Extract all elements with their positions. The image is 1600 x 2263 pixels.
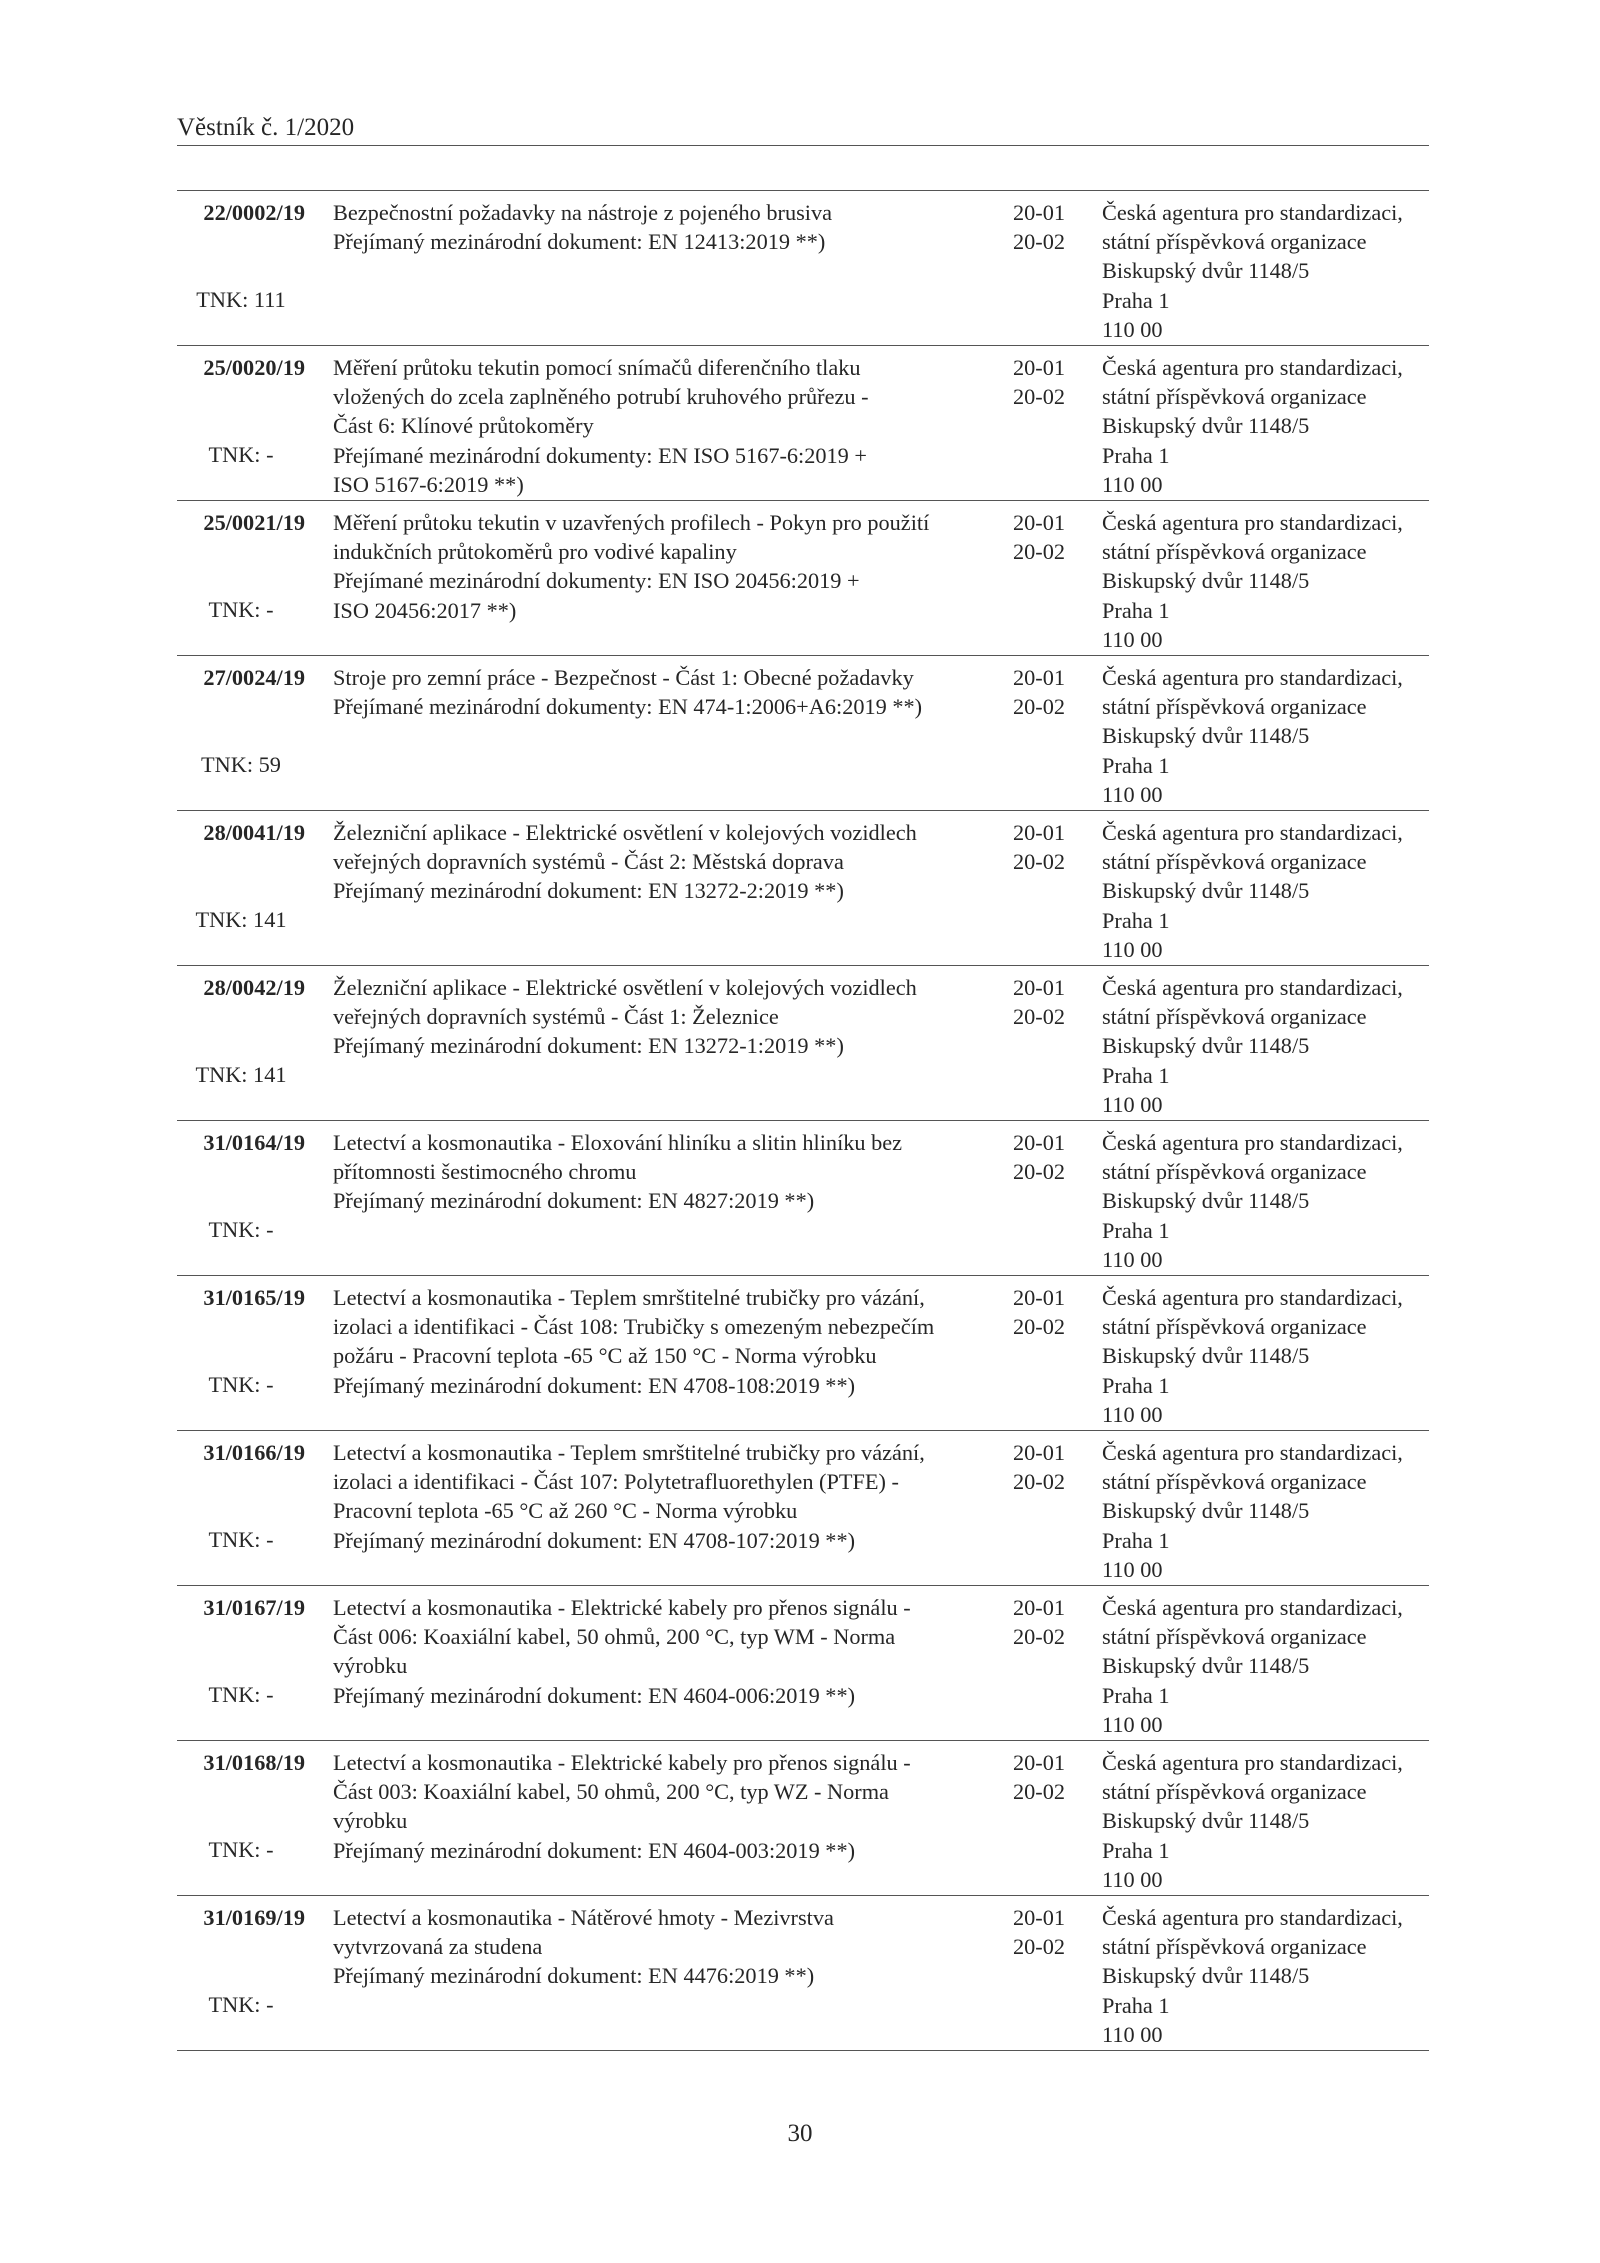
classification-codes: 20-01 20-02: [1013, 355, 1066, 410]
table-row: [177, 191, 1429, 346]
standard-title: Letectví a kosmonautika - Nátěrové hmoty - Mezivrstva vytvrzovaná za studena Přejímaný mezinárodní dokument: EN 4476:2019 **): [333, 1905, 834, 1989]
classification-codes: 20-01 20-02: [1013, 510, 1066, 565]
organization-address: Česká agentura pro standardizaci, státní příspěvková organizace Biskupský dvůr 1148/5 Praha 1 110 00: [1102, 200, 1403, 342]
standard-id: 27/0024/19: [203, 665, 305, 690]
standard-title: Měření průtoku tekutin v uzavřených profilech - Pokyn pro použití indukčních průtokoměrů pro vodivé kapaliny Přejímané mezinárodní dokumenty: EN ISO 20456:2019 + ISO 20456:2017 **): [333, 510, 930, 623]
standard-id: 28/0041/19: [203, 820, 305, 845]
organization-address: Česká agentura pro standardizaci, státní příspěvková organizace Biskupský dvůr 1148/5 Praha 1 110 00: [1102, 820, 1403, 962]
table-row: [177, 1896, 1429, 2051]
classification-codes: 20-01 20-02: [1013, 1905, 1066, 1960]
tnk-label: TNK: -: [208, 1527, 274, 1552]
classification-codes: 20-01 20-02: [1013, 1595, 1066, 1650]
standard-id: 28/0042/19: [203, 975, 305, 1000]
standard-id: 31/0168/19: [203, 1750, 305, 1775]
tnk-label: TNK: 141: [195, 907, 287, 932]
classification-codes: 20-01 20-02: [1013, 1440, 1066, 1495]
page-number: 30: [787, 2120, 813, 2147]
standard-id: 31/0164/19: [203, 1130, 305, 1155]
tnk-label: TNK: -: [208, 1992, 274, 2017]
page-header-title: Věstník č. 1/2020: [177, 114, 355, 141]
table-row: [177, 346, 1429, 501]
standard-title: Letectví a kosmonautika - Teplem smrštitelné trubičky pro vázání, izolaci a identifikaci - Část 108: Trubičky s omezeným nebezpečím požáru - Pracovní teplota -65 °C až 150 °C - Norma výrobku Přejímaný mezinárodní dokument: EN 4708-108:2019 **): [333, 1285, 935, 1398]
table-row: [177, 811, 1429, 966]
table-row: [177, 1431, 1429, 1586]
tnk-label: TNK: -: [208, 1372, 274, 1397]
header-divider: [177, 145, 1429, 146]
standard-title: Bezpečnostní požadavky na nástroje z pojeného brusiva Přejímaný mezinárodní dokument: EN 12413:2019 **): [333, 200, 833, 255]
classification-codes: 20-01 20-02: [1013, 820, 1066, 875]
classification-codes: 20-01 20-02: [1013, 1130, 1066, 1185]
classification-codes: 20-01 20-02: [1013, 665, 1066, 720]
classification-codes: 20-01 20-02: [1013, 200, 1066, 255]
standard-id: 31/0166/19: [203, 1440, 305, 1465]
standard-title: Železniční aplikace - Elektrické osvětlení v kolejových vozidlech veřejných dopravních systémů - Část 2: Městská doprava Přejímaný mezinárodní dokument: EN 13272-2:2019 **): [333, 820, 917, 904]
standard-id: 22/0002/19: [203, 200, 305, 225]
organization-address: Česká agentura pro standardizaci, státní příspěvková organizace Biskupský dvůr 1148/5 Praha 1 110 00: [1102, 510, 1403, 652]
standard-id: 31/0169/19: [203, 1905, 305, 1930]
tnk-label: TNK: -: [208, 442, 274, 467]
standard-title: Měření průtoku tekutin pomocí snímačů diferenčního tlaku vložených do zcela zaplněného potrubí kruhového průřezu - Část 6: Klínové průtokoměry Přejímané mezinárodní dokumenty: EN ISO 5167-6:2019 + ISO 5167-6:2019 **): [333, 355, 869, 497]
tnk-label: TNK: -: [208, 1217, 274, 1242]
organization-address: Česká agentura pro standardizaci, státní příspěvková organizace Biskupský dvůr 1148/5 Praha 1 110 00: [1102, 355, 1403, 497]
organization-address: Česká agentura pro standardizaci, státní příspěvková organizace Biskupský dvůr 1148/5 Praha 1 110 00: [1102, 1595, 1403, 1737]
standard-title: Stroje pro zemní práce - Bezpečnost - Část 1: Obecné požadavky Přejímané mezinárodní dokumenty: EN 474-1:2006+A6:2019 **): [333, 665, 923, 720]
tnk-label: TNK: 141: [195, 1062, 287, 1087]
standard-title: Letectví a kosmonautika - Eloxování hliníku a slitin hliníku bez přítomnosti šestimocného chromu Přejímaný mezinárodní dokument: EN 4827:2019 **): [333, 1130, 903, 1214]
tnk-label: TNK: 111: [196, 287, 286, 312]
table-row: [177, 1586, 1429, 1741]
tnk-label: TNK: -: [208, 1682, 274, 1707]
organization-address: Česká agentura pro standardizaci, státní příspěvková organizace Biskupský dvůr 1148/5 Praha 1 110 00: [1102, 1750, 1403, 1892]
table-row: [177, 1741, 1429, 1896]
classification-codes: 20-01 20-02: [1013, 975, 1066, 1030]
standard-title: Letectví a kosmonautika - Elektrické kabely pro přenos signálu - Část 006: Koaxiální kabel, 50 ohmů, 200 °C, typ WM - Norma výrobku Přejímaný mezinárodní dokument: EN 4604-006:2019 **): [333, 1595, 911, 1708]
table-row: [177, 501, 1429, 656]
organization-address: Česká agentura pro standardizaci, státní příspěvková organizace Biskupský dvůr 1148/5 Praha 1 110 00: [1102, 975, 1403, 1117]
standard-title: Železniční aplikace - Elektrické osvětlení v kolejových vozidlech veřejných dopravních systémů - Část 1: Železnice Přejímaný mezinárodní dokument: EN 13272-1:2019 **): [333, 975, 917, 1059]
organization-address: Česká agentura pro standardizaci, státní příspěvková organizace Biskupský dvůr 1148/5 Praha 1 110 00: [1102, 1905, 1403, 2047]
tnk-label: TNK: 59: [201, 752, 281, 777]
tnk-label: TNK: -: [208, 1837, 274, 1862]
standard-id: 31/0167/19: [203, 1595, 305, 1620]
table-row: [177, 1276, 1429, 1431]
table-row: [177, 966, 1429, 1121]
organization-address: Česká agentura pro standardizaci, státní příspěvková organizace Biskupský dvůr 1148/5 Praha 1 110 00: [1102, 665, 1403, 807]
standards-table: [177, 190, 1429, 2051]
tnk-label: TNK: -: [208, 597, 274, 622]
organization-address: Česká agentura pro standardizaci, státní příspěvková organizace Biskupský dvůr 1148/5 Praha 1 110 00: [1102, 1130, 1403, 1272]
standard-id: 31/0165/19: [203, 1285, 305, 1310]
standard-id: 25/0020/19: [203, 355, 305, 380]
standard-title: Letectví a kosmonautika - Elektrické kabely pro přenos signálu - Část 003: Koaxiální kabel, 50 ohmů, 200 °C, typ WZ - Norma výrobku Přejímaný mezinárodní dokument: EN 4604-003:2019 **): [333, 1750, 911, 1863]
classification-codes: 20-01 20-02: [1013, 1750, 1066, 1805]
organization-address: Česká agentura pro standardizaci, státní příspěvková organizace Biskupský dvůr 1148/5 Praha 1 110 00: [1102, 1285, 1403, 1427]
standard-id: 25/0021/19: [203, 510, 305, 535]
standard-title: Letectví a kosmonautika - Teplem smrštitelné trubičky pro vázání, izolaci a identifikaci - Část 107: Polytetrafluorethylen (PTFE) - Pracovní teplota -65 °C až 260 °C - Norma výrobku Přejímaný mezinárodní dokument: EN 4708-107:2019 **): [333, 1440, 925, 1553]
classification-codes: 20-01 20-02: [1013, 1285, 1066, 1340]
organization-address: Česká agentura pro standardizaci, státní příspěvková organizace Biskupský dvůr 1148/5 Praha 1 110 00: [1102, 1440, 1403, 1582]
table-row: [177, 1121, 1429, 1276]
table-row: [177, 656, 1429, 811]
